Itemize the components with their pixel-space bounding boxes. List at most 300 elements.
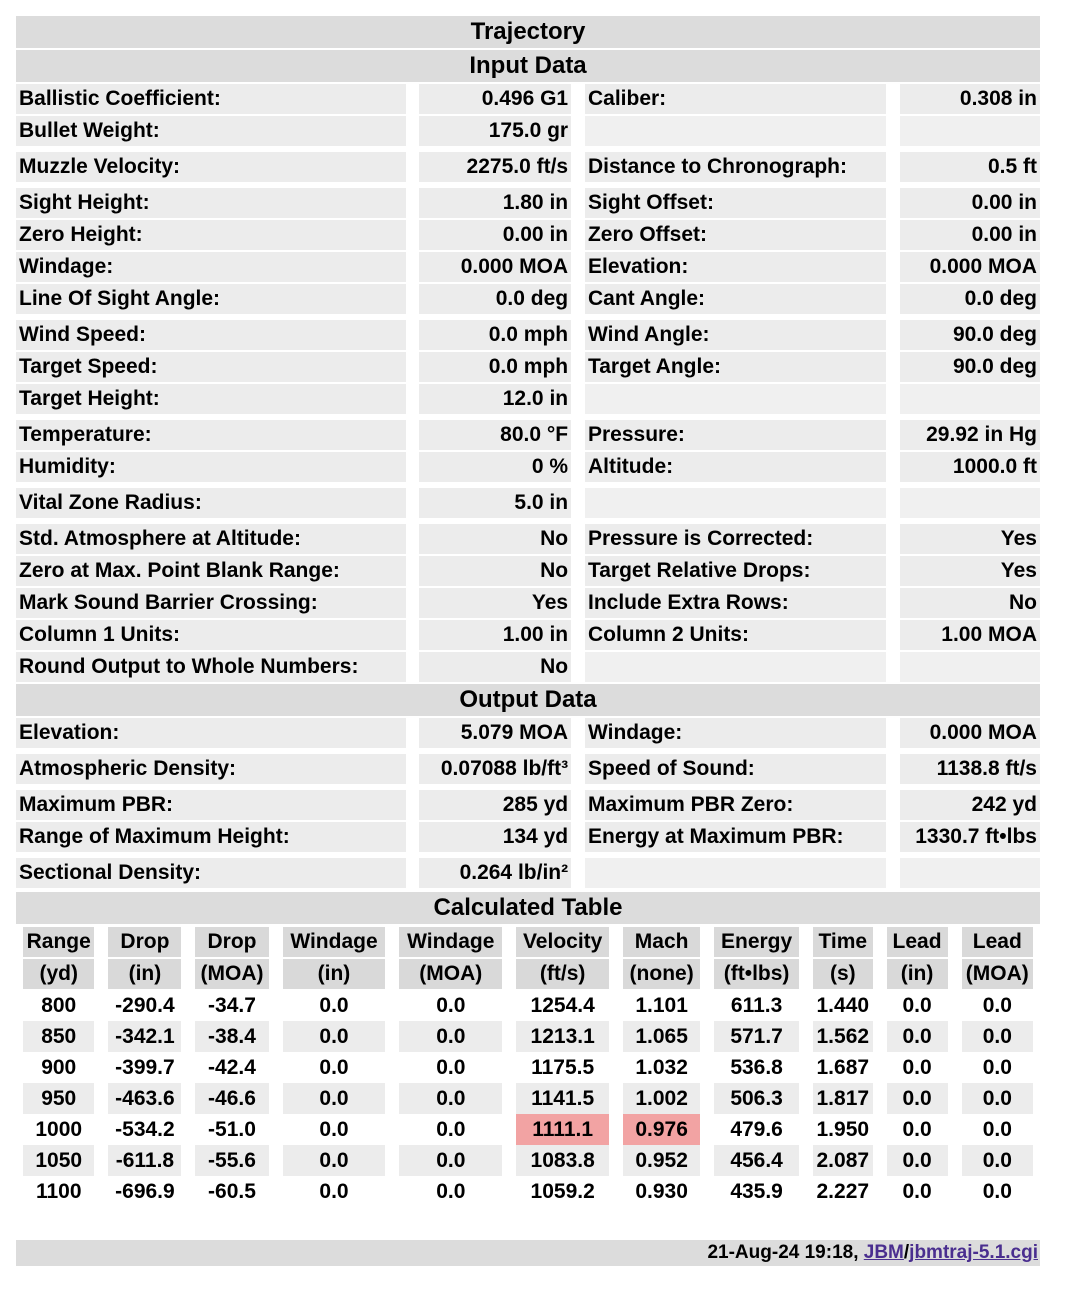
table-cell-value: -399.7 [115, 1056, 175, 1079]
field-value: No [419, 652, 571, 682]
input-row [16, 488, 1040, 518]
column-gap [571, 556, 585, 586]
column-gap [406, 84, 420, 114]
field-label: Pressure: [585, 420, 886, 450]
column-header [955, 926, 1040, 958]
field-value: 0.496 G1 [419, 84, 571, 114]
table-cell [707, 1176, 806, 1207]
table-cell-value: 1.440 [816, 994, 870, 1017]
column-gap [886, 152, 900, 182]
field-label: Include Extra Rows: [585, 588, 886, 618]
column-header-label: (ft•lbs) [714, 959, 799, 989]
field-value: 134 yd [419, 822, 571, 852]
table-cell [509, 1114, 616, 1145]
field-label: Wind Speed: [16, 320, 406, 350]
table-cell-value: 1059.2 [530, 1180, 595, 1203]
column-gap [571, 652, 585, 682]
table-cell-value: 1111.1 [516, 1114, 609, 1145]
table-cell-value: 0.976 [623, 1114, 700, 1145]
table-cell [707, 1114, 806, 1145]
field-label: Zero Offset: [585, 220, 886, 250]
field-value: Yes [419, 588, 571, 618]
jbmtraj-script-link[interactable]: jbmtraj-5.1.cgi [909, 1242, 1038, 1263]
column-gap [886, 352, 900, 382]
column-gap [571, 588, 585, 618]
field-value: 242 yd [900, 790, 1040, 820]
column-header-label: Windage [399, 927, 502, 957]
column-header [707, 926, 806, 958]
field-value: 1000.0 ft [900, 452, 1040, 482]
table-cell-value: 0.0 [982, 1180, 1012, 1203]
table-cell [509, 1145, 616, 1176]
table-cell-value: 0.0 [962, 1021, 1033, 1052]
field-label: Wind Angle: [585, 320, 886, 350]
footer-bar [16, 1240, 1040, 1266]
table-cell-value: 0.0 [902, 1180, 932, 1203]
table-cell-value: 0.0 [283, 1083, 386, 1114]
field-value [900, 488, 1040, 518]
output-data-section [16, 718, 1040, 888]
table-cell-value: 435.9 [730, 1180, 783, 1203]
field-value: 90.0 deg [900, 320, 1040, 350]
field-value [900, 652, 1040, 682]
table-cell [101, 1083, 188, 1114]
table-cell-value: 0.0 [962, 1145, 1033, 1176]
field-label [585, 858, 886, 888]
field-value: 90.0 deg [900, 352, 1040, 382]
field-label: Muzzle Velocity: [16, 152, 406, 182]
table-cell-value: -42.4 [208, 1056, 256, 1079]
table-cell [101, 1052, 188, 1083]
table-cell-value: 0.0 [319, 1180, 349, 1203]
table-cell-value: -55.6 [195, 1145, 268, 1176]
table-cell [955, 1176, 1040, 1207]
table-cell [16, 1021, 101, 1052]
field-value: 0.0 deg [900, 284, 1040, 314]
table-cell [16, 1052, 101, 1083]
column-gap [406, 488, 420, 518]
field-value: 0 % [419, 452, 571, 482]
column-header [188, 958, 275, 990]
field-label: Humidity: [16, 452, 406, 482]
field-label: Caliber: [585, 84, 886, 114]
column-gap [406, 588, 420, 618]
table-cell-value: -51.0 [208, 1118, 256, 1141]
column-gap [406, 220, 420, 250]
column-header-label: (MOA) [399, 959, 502, 989]
table-cell-value: 0.0 [399, 1145, 502, 1176]
column-header [276, 926, 393, 958]
field-value: 175.0 gr [419, 116, 571, 146]
column-gap [406, 152, 420, 182]
column-gap [886, 588, 900, 618]
table-cell-value: 0.930 [635, 1180, 688, 1203]
table-cell-value: 1254.4 [530, 994, 595, 1017]
field-label: Elevation: [16, 718, 406, 748]
table-cell [101, 1021, 188, 1052]
table-cell-value: -534.2 [115, 1118, 175, 1141]
column-gap [406, 420, 420, 450]
column-gap [886, 188, 900, 218]
field-value: No [419, 524, 571, 554]
column-gap [571, 754, 585, 784]
column-gap [571, 352, 585, 382]
column-header [707, 958, 806, 990]
field-value: 1.80 in [419, 188, 571, 218]
table-cell-value: -38.4 [195, 1021, 268, 1052]
table-cell [16, 990, 101, 1021]
table-cell-value: 1213.1 [516, 1021, 609, 1052]
column-gap [571, 858, 585, 888]
column-header [880, 958, 955, 990]
column-gap [886, 718, 900, 748]
table-cell-value: 1.687 [816, 1056, 870, 1079]
column-gap [571, 452, 585, 482]
field-value: Yes [900, 556, 1040, 586]
table-cell [806, 1083, 879, 1114]
table-row [16, 1052, 1040, 1083]
column-gap [571, 116, 585, 146]
table-cell-value: 611.3 [730, 994, 783, 1017]
column-gap [406, 188, 420, 218]
column-gap [406, 858, 420, 888]
footer-slash: / [903, 1242, 910, 1263]
column-header [188, 926, 275, 958]
field-label: Ballistic Coefficient: [16, 84, 406, 114]
field-label: Mark Sound Barrier Crossing: [16, 588, 406, 618]
column-header-label: (yd) [23, 959, 94, 989]
column-header-label: Lead [962, 927, 1033, 957]
table-cell [392, 1176, 509, 1207]
column-gap [571, 790, 585, 820]
table-cell-value: 1.817 [813, 1083, 872, 1114]
column-header [16, 958, 101, 990]
table-cell-value: 850 [23, 1021, 94, 1052]
field-value: 2275.0 ft/s [419, 152, 571, 182]
table-cell-value: -342.1 [108, 1021, 181, 1052]
column-gap [406, 116, 420, 146]
table-cell [806, 990, 879, 1021]
field-label: Zero at Max. Point Blank Range: [16, 556, 406, 586]
column-gap [406, 384, 420, 414]
table-cell [707, 1145, 806, 1176]
column-gap [406, 652, 420, 682]
footer-separator: , [853, 1242, 864, 1263]
column-header [616, 958, 707, 990]
table-cell [806, 1145, 879, 1176]
column-gap [571, 284, 585, 314]
table-cell [880, 1114, 955, 1145]
field-label: Target Angle: [585, 352, 886, 382]
input-row [16, 652, 1040, 682]
table-cell-value: 536.8 [730, 1056, 783, 1079]
table-cell [392, 1021, 509, 1052]
field-label: Bullet Weight: [16, 116, 406, 146]
column-header-label: Lead [887, 927, 948, 957]
table-cell [707, 990, 806, 1021]
column-gap [886, 822, 900, 852]
table-cell [707, 1021, 806, 1052]
column-gap [406, 620, 420, 650]
input-row [16, 188, 1040, 218]
field-label: Altitude: [585, 452, 886, 482]
table-cell [392, 1114, 509, 1145]
table-cell-value: -34.7 [208, 994, 256, 1017]
table-cell [392, 1052, 509, 1083]
table-row [16, 1114, 1040, 1145]
table-cell [276, 1052, 393, 1083]
column-header-label: (in) [283, 959, 386, 989]
column-header [806, 926, 879, 958]
field-value: 29.92 in Hg [900, 420, 1040, 450]
column-gap [886, 220, 900, 250]
column-gap [406, 754, 420, 784]
column-gap [886, 384, 900, 414]
field-label: Sight Height: [16, 188, 406, 218]
input-row [16, 152, 1040, 182]
column-header-label: Time [813, 927, 872, 957]
column-header [880, 926, 955, 958]
column-header [509, 958, 616, 990]
input-row [16, 420, 1040, 450]
table-cell-value: 1.562 [813, 1021, 872, 1052]
table-cell-value: 0.0 [902, 994, 932, 1017]
table-cell-value: 0.0 [902, 1118, 932, 1141]
table-cell [880, 1052, 955, 1083]
table-cell-value: 1083.8 [516, 1145, 609, 1176]
field-value: 0.000 MOA [419, 252, 571, 282]
column-gap [571, 220, 585, 250]
table-cell [101, 1176, 188, 1207]
column-header [101, 926, 188, 958]
column-header-label: (ft/s) [516, 959, 609, 989]
table-cell [509, 1083, 616, 1114]
table-cell-value: 0.0 [436, 1118, 466, 1141]
jbm-link[interactable]: JBM [863, 1242, 904, 1263]
table-cell [806, 1114, 879, 1145]
table-cell [16, 1083, 101, 1114]
column-gap [571, 384, 585, 414]
table-cell [955, 1083, 1040, 1114]
column-gap [406, 790, 420, 820]
field-label [585, 384, 886, 414]
table-cell-value: 456.4 [714, 1145, 799, 1176]
table-cell-value: 0.0 [436, 994, 466, 1017]
table-cell-value: 0.0 [399, 1021, 502, 1052]
table-cell-value: 479.6 [730, 1118, 783, 1141]
table-row [16, 1021, 1040, 1052]
column-gap [406, 718, 420, 748]
column-header-label: Drop [108, 927, 181, 957]
field-label: Range of Maximum Height: [16, 822, 406, 852]
column-header [955, 958, 1040, 990]
table-cell [616, 990, 707, 1021]
field-label: Maximum PBR: [16, 790, 406, 820]
table-cell-value: 0.0 [887, 1145, 948, 1176]
table-cell [616, 1114, 707, 1145]
table-cell [276, 1021, 393, 1052]
column-gap [886, 252, 900, 282]
column-header-label: (in) [108, 959, 181, 989]
field-label: Energy at Maximum PBR: [585, 822, 886, 852]
column-header [392, 958, 509, 990]
table-cell [101, 1114, 188, 1145]
column-gap [886, 556, 900, 586]
table-header-row [16, 958, 1040, 990]
table-cell-value: 0.0 [319, 1118, 349, 1141]
column-gap [571, 420, 585, 450]
table-cell [276, 1176, 393, 1207]
column-header [509, 926, 616, 958]
table-row [16, 1176, 1040, 1207]
table-header-row [16, 926, 1040, 958]
table-cell [707, 1052, 806, 1083]
column-header-label: (MOA) [962, 959, 1033, 989]
field-value: 285 yd [419, 790, 571, 820]
column-gap [886, 620, 900, 650]
table-cell-value: -60.5 [208, 1180, 256, 1203]
field-value: 0.264 lb/in² [419, 858, 571, 888]
table-cell-value: -696.9 [115, 1180, 175, 1203]
table-cell [16, 1145, 101, 1176]
field-value: 0.000 MOA [900, 252, 1040, 282]
table-cell [16, 1176, 101, 1207]
field-label: Distance to Chronograph: [585, 152, 886, 182]
table-cell [276, 1145, 393, 1176]
column-gap [886, 320, 900, 350]
table-cell [188, 1176, 275, 1207]
field-label [585, 488, 886, 518]
output-row [16, 822, 1040, 852]
field-value: 12.0 in [419, 384, 571, 414]
column-header-label: Range [23, 927, 94, 957]
column-gap [571, 620, 585, 650]
field-label: Elevation: [585, 252, 886, 282]
column-gap [886, 84, 900, 114]
table-cell [276, 1083, 393, 1114]
table-cell-value: 950 [23, 1083, 94, 1114]
field-label: Windage: [16, 252, 406, 282]
field-value: 5.079 MOA [419, 718, 571, 748]
column-header [616, 926, 707, 958]
field-label: Target Height: [16, 384, 406, 414]
column-header-label: (MOA) [195, 959, 268, 989]
table-cell [392, 1083, 509, 1114]
column-gap [406, 284, 420, 314]
column-gap [571, 152, 585, 182]
table-cell-value: 506.3 [714, 1083, 799, 1114]
table-cell [955, 1145, 1040, 1176]
field-value [900, 384, 1040, 414]
column-header [806, 958, 879, 990]
table-cell-value: 0.0 [319, 1056, 349, 1079]
field-value: 1.00 in [419, 620, 571, 650]
table-cell [707, 1083, 806, 1114]
column-gap [571, 488, 585, 518]
field-label: Std. Atmosphere at Altitude: [16, 524, 406, 554]
column-gap [886, 524, 900, 554]
column-header [392, 926, 509, 958]
table-row [16, 1145, 1040, 1176]
input-row [16, 588, 1040, 618]
output-row [16, 790, 1040, 820]
field-value: 1.00 MOA [900, 620, 1040, 650]
page-title: Trajectory [16, 16, 1040, 48]
footer-timestamp: 21-Aug-24 19:18 [707, 1242, 854, 1263]
table-cell-value: 571.7 [714, 1021, 799, 1052]
table-cell [806, 1176, 879, 1207]
input-row [16, 452, 1040, 482]
field-value [900, 858, 1040, 888]
column-gap [571, 188, 585, 218]
field-value: 5.0 in [419, 488, 571, 518]
input-row [16, 220, 1040, 250]
column-header [16, 926, 101, 958]
column-gap [406, 320, 420, 350]
table-cell [509, 1176, 616, 1207]
column-gap [886, 284, 900, 314]
field-value: 80.0 °F [419, 420, 571, 450]
table-cell [101, 1145, 188, 1176]
table-cell [276, 1114, 393, 1145]
input-data-header: Input Data [16, 50, 1040, 82]
input-row [16, 320, 1040, 350]
field-value: 0.00 in [900, 188, 1040, 218]
table-cell [188, 1083, 275, 1114]
field-value: 0.5 ft [900, 152, 1040, 182]
column-gap [571, 84, 585, 114]
table-cell-value: 1.101 [635, 994, 688, 1017]
field-label: Cant Angle: [585, 284, 886, 314]
table-cell-value: 2.227 [816, 1180, 870, 1203]
column-gap [406, 524, 420, 554]
field-label: Line Of Sight Angle: [16, 284, 406, 314]
field-value: 0.07088 lb/ft³ [419, 754, 571, 784]
output-row [16, 754, 1040, 784]
table-cell-value: 1050 [23, 1145, 94, 1176]
table-cell-value: 1.065 [623, 1021, 700, 1052]
table-cell-value: 2.087 [813, 1145, 872, 1176]
column-gap [886, 488, 900, 518]
table-cell-value: 1100 [35, 1180, 82, 1203]
calculated-table-header: Calculated Table [16, 892, 1040, 924]
table-cell-value: 0.0 [399, 1083, 502, 1114]
field-value: 0.000 MOA [900, 718, 1040, 748]
input-row [16, 252, 1040, 282]
table-cell-value: 0.0 [902, 1056, 932, 1079]
input-row [16, 620, 1040, 650]
field-label: Target Relative Drops: [585, 556, 886, 586]
table-cell-value: 0.0 [283, 1021, 386, 1052]
field-label: Target Speed: [16, 352, 406, 382]
field-label: Maximum PBR Zero: [585, 790, 886, 820]
column-gap [406, 252, 420, 282]
table-cell [880, 1021, 955, 1052]
table-cell [101, 990, 188, 1021]
table-cell [616, 1176, 707, 1207]
table-cell [806, 1052, 879, 1083]
table-cell-value: 0.952 [623, 1145, 700, 1176]
field-label: Zero Height: [16, 220, 406, 250]
field-label: Column 2 Units: [585, 620, 886, 650]
table-cell [188, 1114, 275, 1145]
input-row [16, 284, 1040, 314]
table-cell-value: -46.6 [195, 1083, 268, 1114]
table-cell [880, 1083, 955, 1114]
field-label: Sectional Density: [16, 858, 406, 888]
table-cell [276, 990, 393, 1021]
field-label: Speed of Sound: [585, 754, 886, 784]
